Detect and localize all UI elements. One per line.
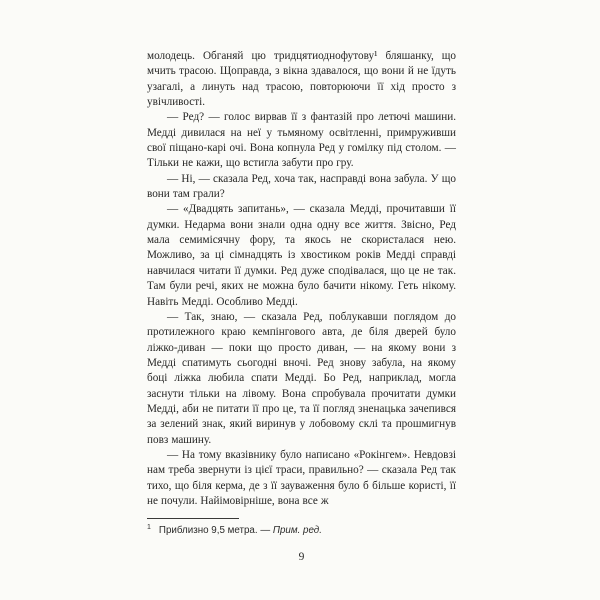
body-paragraph: — На тому вказівнику було написано «Рокінгем». Невдовзі нам треба звернути із цієї траси, правильно? — сказала Ред так тихо, що біля керма, де з її зауваження було б більше користі, її не почули. Найімовірніше, вона все ж: [147, 448, 456, 507]
body-paragraph: — Так, знаю, — сказала Ред, поблукавши поглядом до протилежного краю кемпінгового авта, де біля дверей було ліжко-диван — поки що просто диван, — на якому вони з Медді спатимуть сьогодні вночі. Ред знову забула, на якому боці ліжка любила спати Медді. Бо Ред, наприклад, могла заснути тільки на лівому. Вона спробувала прочитати думки Медді, аби не питати її про це, та її погляд зненацька зачепився за зелений знак, який виринув у лобовому склі та прошмигнув повз машину.: [147, 310, 456, 446]
text-block: [147, 49, 456, 538]
page-number: 9: [298, 551, 305, 563]
footnote-text: Приблизно 9,5 метра. —: [158, 525, 273, 537]
body-paragraph: — Ні, — сказала Ред, хоча так, насправді вона забула. У що вони там грали?: [147, 172, 456, 201]
body-paragraph: молодець. Обганяй цю тридцятиоднофутову¹ бляшанку, що мчить трасою. Щоправда, з вікна здавалося, що вони й не їдуть узагалі, а линуть над трасою, повторюючи її хід просто з увічливості.: [147, 50, 456, 109]
footnote-marker: 1: [147, 524, 151, 532]
footnote-source: Прим. ред.: [272, 525, 322, 537]
body-paragraph: — Ред? — голос вирвав її з фантазій про летючі машини. Медді дивилася на неї у тьмяному освітленні, примруживши свої піщано-карі очі. Вона копнула Ред у гомілку під столом. — Тільки не кажи, що встигла забути про гру.: [147, 111, 456, 170]
body-paragraph: — «Двадцять запитань», — сказала Медді, прочитавши її думки. Недарма вони знали одна одну все життя. Звісно, Ред мала семимісячну фору, та якось не скористалася нею. Можливо, за ці сімнадцять із хвостиком років Медді справді навчилася читати її думки. Ред дуже сподівалася, що це не так. Там були речі, яких не можна було бачити нікому. Геть нікому. Навіть Медді. Особливо Медді.: [147, 203, 456, 308]
footnote-separator: [147, 518, 239, 519]
footnote: [147, 525, 456, 538]
